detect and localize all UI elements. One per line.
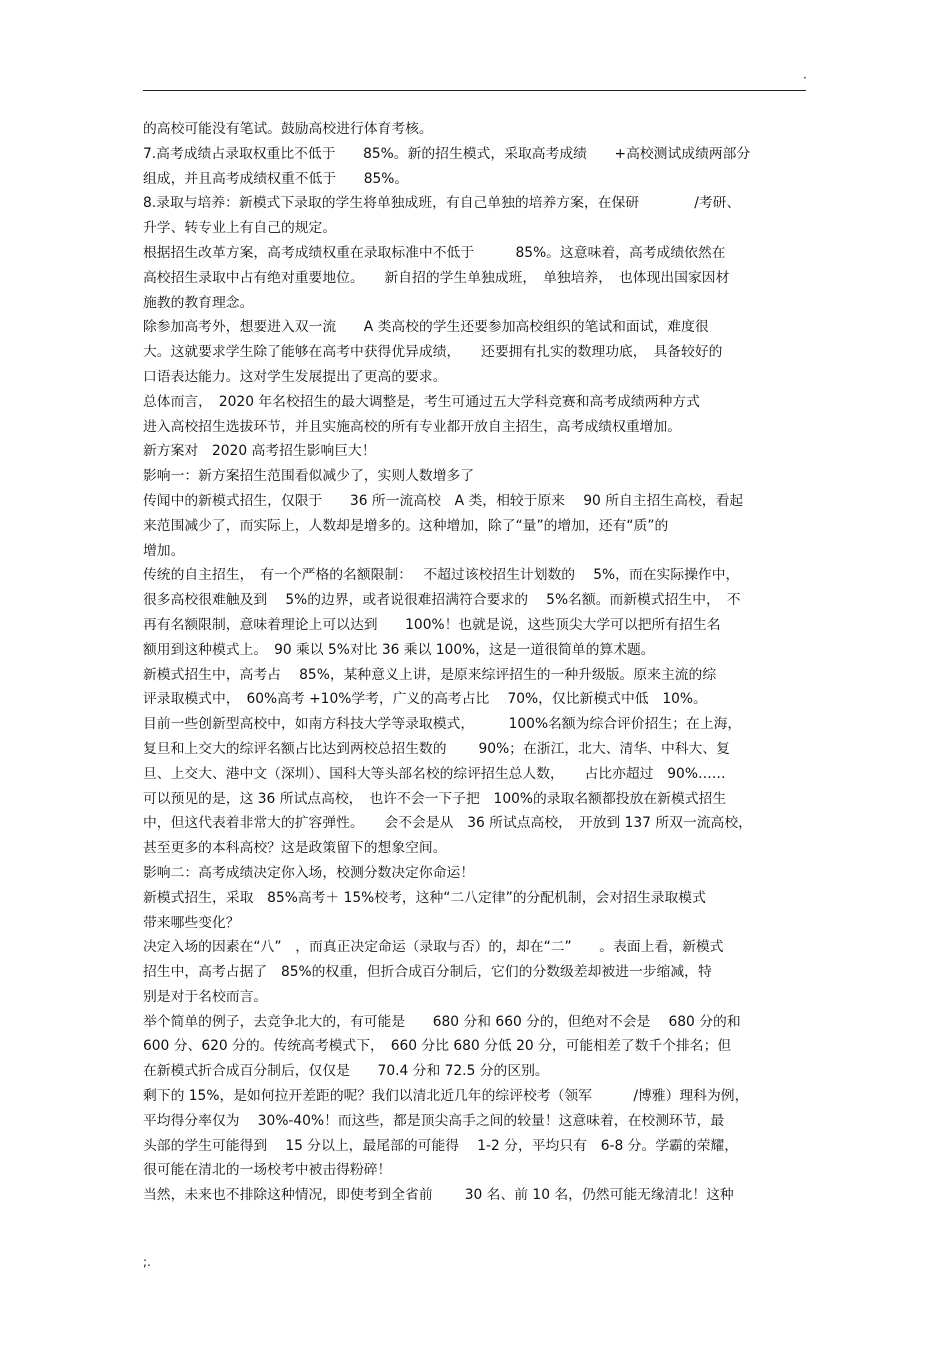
text-line: 高校招生录取中占有绝对重要地位。 新自招的学生单独成班， 单独培养， 也体现出国家因材 [143, 269, 730, 286]
text-line: 影响二：高考成绩决定你入场，校测分数决定你命运！ [143, 864, 475, 881]
header-rule [143, 90, 806, 91]
footer-mark: ;. [143, 1255, 151, 1269]
text-line: 7.高考成绩占录取权重比不低于 85%。新的招生模式，采取高考成绩 +高校测试成绩两部分 [143, 145, 751, 162]
text-line: 影响一：新方案招生范围看似减少了，实则人数增多了 [143, 468, 475, 485]
text-line: 举个简单的例子，去竞争北大的，有可能是 680 分和 660 分的，但绝对不会是 680 分的和 [143, 1013, 741, 1030]
text-line: 带来哪些变化？ [143, 914, 240, 931]
text-line: 口语表达能力。这对学生发展提出了更高的要求。 [143, 368, 447, 385]
text-line: 可以预见的是，这 36 所试点高校， 也许不会一下子把 100%的录取名额都投放在新模式招生 [143, 790, 727, 807]
text-line: 升学、转专业上有自己的规定。 [143, 220, 337, 237]
text-line: 600 分、620 分的。传统高考模式下， 660 分比 680 分低 20 分，可能相差了数千个排名；但 [143, 1038, 732, 1055]
text-line: 除参加高考外，想要进入双一流 A 类高校的学生还要参加高校组织的笔试和面试，难度很 [143, 319, 709, 336]
text-line: 甚至更多的本科高校？这是政策留下的想象空间。 [143, 840, 447, 857]
text-line: 新模式招生中，高考占 85%，某种意义上讲，是原来综评招生的一种升级版。原来主流的综 [143, 666, 717, 683]
header-mark: · [803, 71, 807, 85]
text-line: 中，但这代表着非常大的扩容弹性。 会不会是从 36 所试点高校， 开放到 137 所双一流高校， [143, 815, 752, 832]
text-line: 的高校可能没有笔试。鼓励高校进行体育考核。 [143, 121, 433, 137]
text-line: 根据招生改革方案，高考成绩权重在录取标准中不低于 85%。这意味着，高考成绩依然在 [143, 244, 726, 261]
text-line: 新方案对 2020 高考招生影响巨大！ [143, 443, 376, 460]
text-line: 旦、上交大、港中文（深圳）、国科大等头部名校的综评招生总人数， 占比亦超过 90%…… [143, 765, 726, 782]
body-text [143, 117, 813, 1208]
text-line: 目前一些创新型高校中，如南方科技大学等录取模式， 100%名额为综合评价招生；在上海， [143, 716, 742, 733]
text-line: 8.录取与培养：新模式下录取的学生将单独成班，有自己单独的培养方案，在保研 /考研、 [143, 195, 741, 212]
text-line: 再有名额限制，意味着理论上可以达到 100%！也就是说，这些顶尖大学可以把所有招生名 [143, 616, 721, 633]
text-line: 剩下的 15%，是如何拉开差距的呢？我们以清北近几年的综评校考（领军 /博雅）理科为例， [143, 1088, 749, 1105]
text-line: 传闻中的新模式招生，仅限于 36 所一流高校 A 类，相较于原来 90 所自主招生高校，看起 [143, 492, 744, 509]
text-line: 来范围减少了，而实际上，人数却是增多的。这种增加，除了“量”的增加，还有“质”的 [143, 517, 669, 534]
text-line: 传统的自主招生， 有一个严格的名额限制： 不超过该校招生计划数的 5%，而在实际操作中， [143, 567, 740, 584]
text-line: 评录取模式中， 60%高考 +10%学考，广义的高考占比 70%，仅比新模式中低 10%。 [143, 691, 707, 708]
text-line: 新模式招生，采取 85%高考＋ 15%校考，这种“二八定律”的分配机制，会对招生录取模式 [143, 889, 706, 906]
text-line: 施教的教育理念。 [143, 294, 254, 311]
text-line: 头部的学生可能得到 15 分以上，最尾部的可能得 1-2 分，平均只有 6-8 分。学霸的荣耀， [143, 1137, 739, 1154]
text-line: 招生中，高考占据了 85%的权重，但折合成百分制后，它们的分数级差却被进一步缩减，特 [143, 964, 712, 981]
text-line: 决定入场的因素在“八” ，而真正决定命运（录取与否）的，却在“二” 。表面上看，新模式 [143, 939, 724, 956]
text-line: 很可能在清北的一场校考中被击得粉碎！ [143, 1162, 392, 1179]
text-line: 进入高校招生选拔环节，并且实施高校的所有专业都开放自主招生，高考成绩权重增加。 [143, 418, 682, 435]
text-line: 额用到这种模式上。 90 乘以 5%对比 36 乘以 100%，这是一道很简单的算术题。 [143, 641, 655, 658]
text-line: 在新模式折合成百分制后，仅仅是 70.4 分和 72.5 分的区别。 [143, 1063, 549, 1080]
text-line: 别是对于名校而言。 [143, 988, 268, 1005]
text-line: 组成，并且高考成绩权重不低于 85%。 [143, 170, 409, 187]
text-line: 大。这就要求学生除了能够在高考中获得优异成绩， 还要拥有扎实的数理功底， 具备较好的 [143, 344, 723, 361]
text-line: 很多高校很难触及到 5%的边界，或者说很难招满符合要求的 5%名额。而新模式招生中， 不 [143, 592, 741, 609]
text-line: 复旦和上交大的综评名额占比达到两校总招生数的 90%；在浙江，北大、清华、中科大、复 [143, 740, 730, 757]
text-line: 平均得分率仅为 30%-40%！而这些，都是顶尖高手之间的较量！这意味着，在校测环节，最 [143, 1112, 725, 1129]
text-line: 增加。 [143, 542, 185, 559]
text-line: 当然，未来也不排除这种情况，即使考到全省前 30 名、前 10 名，仍然可能无缘清北！这种 [143, 1187, 734, 1204]
text-line: 总体而言， 2020 年名校招生的最大调整是，考生可通过五大学科竞赛和高考成绩两种方式 [143, 393, 700, 410]
